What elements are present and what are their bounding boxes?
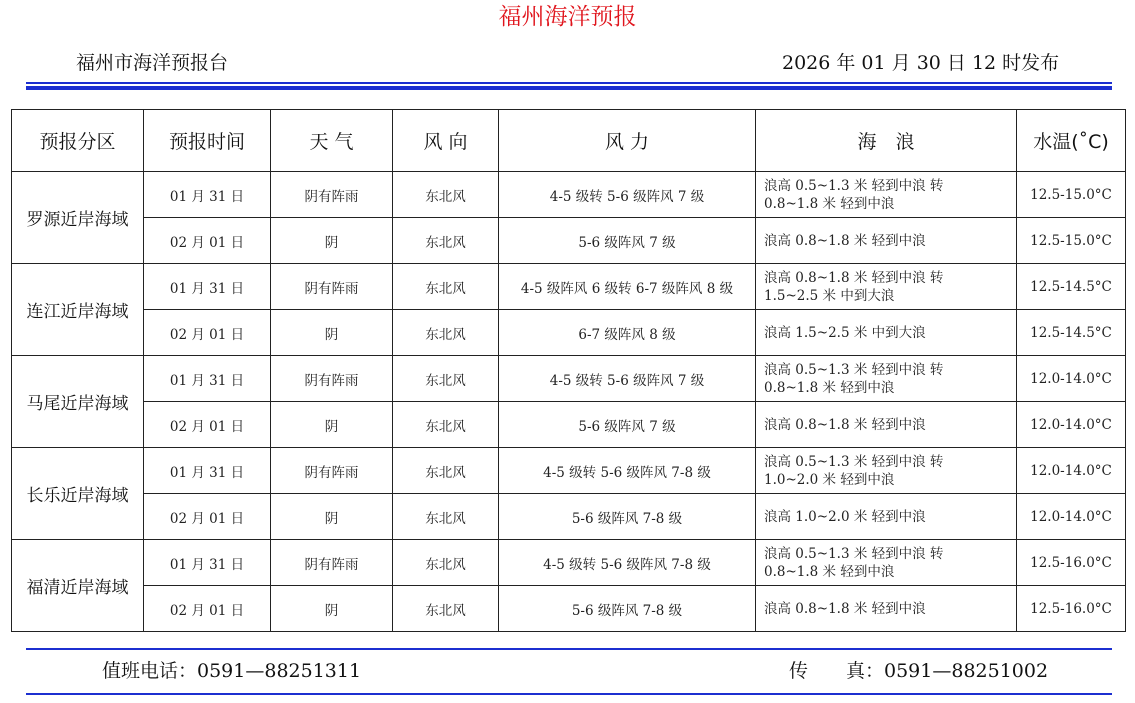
zone-name: 福清近岸海域 [12, 540, 144, 632]
table-row [12, 540, 1126, 586]
wave [756, 310, 1017, 356]
wind-force: 4-5 级转 5-6 级阵风 7 级 [499, 356, 756, 402]
wave [756, 540, 1017, 586]
wind-direction: 东北风 [393, 218, 499, 264]
forecast-time: 02 月 01 日 [144, 218, 271, 264]
column-header-weather: 天 气 [271, 110, 393, 172]
wave [756, 172, 1017, 218]
footer-divider-top [26, 648, 1112, 650]
table-row [12, 494, 1126, 540]
table-row [12, 586, 1126, 632]
table-row [12, 264, 1126, 310]
weather: 阴有阵雨 [271, 540, 393, 586]
wave-line: 浪高 1.0~2.0 米 轻到中浪 [764, 508, 926, 525]
wave [756, 356, 1017, 402]
wind-direction: 东北风 [393, 310, 499, 356]
fax-number: 传 真：0591—88251002 [789, 660, 1049, 682]
table-row [12, 310, 1126, 356]
wave-line: 浪高 0.8~1.8 米 轻到中浪 [764, 416, 926, 433]
zone-name: 长乐近岸海域 [12, 448, 144, 540]
forecast-time: 02 月 01 日 [144, 586, 271, 632]
wave-line: 1.5~2.5 米 中到大浪 [764, 287, 895, 304]
wave-line: 0.8~1.8 米 轻到中浪 [764, 379, 895, 396]
wind-direction: 东北风 [393, 172, 499, 218]
page-title: 福州海洋预报 [498, 4, 637, 30]
weather: 阴 [271, 494, 393, 540]
forecast-time: 01 月 31 日 [144, 172, 271, 218]
column-header-water-temp: 水温(˚C) [1017, 110, 1126, 172]
table-row [12, 402, 1126, 448]
agency-name: 福州市海洋预报台 [76, 52, 229, 74]
column-header-wind-direction: 风 向 [393, 110, 499, 172]
wave-line: 浪高 0.8~1.8 米 轻到中浪 [764, 232, 926, 249]
weather: 阴有阵雨 [271, 172, 393, 218]
wave [756, 586, 1017, 632]
wave-line: 1.0~2.0 米 轻到中浪 [764, 471, 895, 488]
wave-line: 0.8~1.8 米 轻到中浪 [764, 195, 895, 212]
wave [756, 494, 1017, 540]
issue-time: 2026 年 01 月 30 日 12 时发布 [782, 52, 1060, 74]
wind-direction: 东北风 [393, 402, 499, 448]
forecast-time: 02 月 01 日 [144, 402, 271, 448]
table-header-row [12, 110, 1126, 172]
wave-line: 浪高 0.8~1.8 米 轻到中浪 [764, 600, 926, 617]
wave-line: 浪高 0.5~1.3 米 轻到中浪 转 [764, 177, 944, 194]
wave-line: 浪高 1.5~2.5 米 中到大浪 [764, 324, 926, 341]
wind-direction: 东北风 [393, 356, 499, 402]
zone-name: 罗源近岸海域 [12, 172, 144, 264]
weather: 阴 [271, 586, 393, 632]
water-temp: 12.0-14.0°C [1017, 356, 1126, 402]
table-row [12, 218, 1126, 264]
wind-force: 4-5 级转 5-6 级阵风 7-8 级 [499, 540, 756, 586]
forecast-time: 02 月 01 日 [144, 310, 271, 356]
water-temp: 12.5-15.0°C [1017, 218, 1126, 264]
column-header-zone: 预报分区 [12, 110, 144, 172]
wave-line: 浪高 0.5~1.3 米 轻到中浪 转 [764, 361, 944, 378]
forecast-time: 01 月 31 日 [144, 540, 271, 586]
wind-direction: 东北风 [393, 540, 499, 586]
zone-name: 马尾近岸海域 [12, 356, 144, 448]
wind-direction: 东北风 [393, 264, 499, 310]
forecast-time: 01 月 31 日 [144, 356, 271, 402]
wave [756, 448, 1017, 494]
wind-force: 5-6 级阵风 7 级 [499, 402, 756, 448]
wind-force: 4-5 级转 5-6 级阵风 7-8 级 [499, 448, 756, 494]
column-header-wind-force: 风 力 [499, 110, 756, 172]
forecast-time: 01 月 31 日 [144, 264, 271, 310]
weather: 阴 [271, 218, 393, 264]
forecast-time: 01 月 31 日 [144, 448, 271, 494]
water-temp: 12.5-14.5°C [1017, 264, 1126, 310]
wind-force: 5-6 级阵风 7 级 [499, 218, 756, 264]
water-temp: 12.5-15.0°C [1017, 172, 1126, 218]
weather: 阴 [271, 402, 393, 448]
wave [756, 218, 1017, 264]
wave-line: 浪高 0.5~1.3 米 轻到中浪 转 [764, 453, 944, 470]
water-temp: 12.0-14.0°C [1017, 494, 1126, 540]
duty-phone: 值班电话：0591—88251311 [102, 660, 362, 682]
weather: 阴有阵雨 [271, 264, 393, 310]
wave-line: 浪高 0.5~1.3 米 轻到中浪 转 [764, 545, 944, 562]
wind-force: 5-6 级阵风 7-8 级 [499, 586, 756, 632]
weather: 阴有阵雨 [271, 356, 393, 402]
water-temp: 12.0-14.0°C [1017, 448, 1126, 494]
wind-force: 4-5 级阵风 6 级转 6-7 级阵风 8 级 [499, 264, 756, 310]
table-row [12, 356, 1126, 402]
wave [756, 264, 1017, 310]
column-header-time: 预报时间 [144, 110, 271, 172]
forecast-table [11, 109, 1126, 632]
header-divider-thick [26, 86, 1112, 90]
wave [756, 402, 1017, 448]
wind-direction: 东北风 [393, 586, 499, 632]
forecast-time: 02 月 01 日 [144, 494, 271, 540]
zone-name: 连江近岸海域 [12, 264, 144, 356]
wave-line: 浪高 0.8~1.8 米 轻到中浪 转 [764, 269, 944, 286]
wind-force: 5-6 级阵风 7-8 级 [499, 494, 756, 540]
table-row [12, 448, 1126, 494]
header-divider [26, 82, 1112, 84]
weather: 阴 [271, 310, 393, 356]
water-temp: 12.0-14.0°C [1017, 402, 1126, 448]
weather: 阴有阵雨 [271, 448, 393, 494]
wind-force: 4-5 级转 5-6 级阵风 7 级 [499, 172, 756, 218]
water-temp: 12.5-16.0°C [1017, 586, 1126, 632]
wind-direction: 东北风 [393, 494, 499, 540]
table-row [12, 172, 1126, 218]
water-temp: 12.5-16.0°C [1017, 540, 1126, 586]
column-header-wave: 海 浪 [756, 110, 1017, 172]
wind-force: 6-7 级阵风 8 级 [499, 310, 756, 356]
water-temp: 12.5-14.5°C [1017, 310, 1126, 356]
wind-direction: 东北风 [393, 448, 499, 494]
footer-divider-bottom [26, 693, 1112, 695]
wave-line: 0.8~1.8 米 轻到中浪 [764, 563, 895, 580]
